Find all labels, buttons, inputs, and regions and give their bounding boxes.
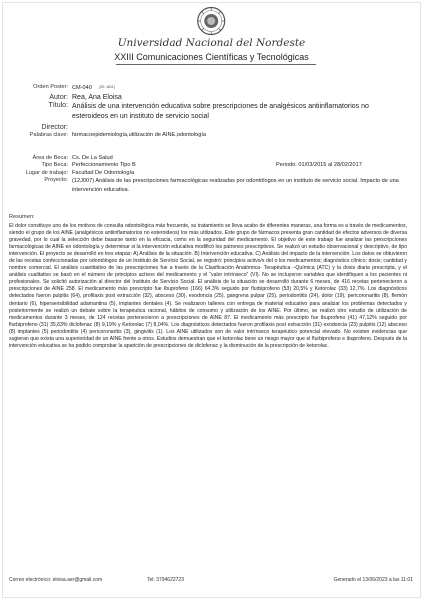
orden-poster-label: Orden Poster:: [33, 84, 68, 90]
palabras-clave-value: farmacoepidemiología,utilización de AINE,odontología: [72, 132, 207, 139]
title-underline: [116, 64, 316, 65]
autor-label: Autor:: [49, 93, 68, 101]
proyecto-value: (12J007) Análisis de las prescripciones farmacológicas realizadas por odontólogos en un instituto de servicio social. Impacto de una intervención educativa.: [72, 178, 399, 193]
row-palabras-clave: [0, 132, 423, 139]
row-orden-poster: [0, 84, 423, 93]
footer-phone: [147, 577, 184, 583]
periodo: [276, 162, 362, 169]
periodo-value: 01/03/2015 al 28/02/2017: [298, 162, 362, 169]
metadata-block: [0, 84, 423, 140]
university-seal-icon: [196, 6, 226, 36]
tipo-beca-value: Perfeccionamiento Tipo B: [72, 162, 136, 169]
row-area-beca: [0, 155, 423, 162]
row-autor: [0, 94, 423, 101]
phone-label: Tel:: [147, 577, 155, 583]
row-titulo: [0, 102, 423, 122]
orden-poster-value: CM-040: [72, 85, 92, 92]
row-proyecto: [0, 177, 423, 194]
autor-value: Rea, Ana Eloisa: [72, 93, 122, 101]
generated-timestamp: Generado el 13/06/2023 a las 11:01: [333, 577, 413, 583]
summary-text: El dolor constituye uno de los motivos de consulta odontológica más frecuente, su tratamiento se lleva acabo de diferentes maneras, una forma es a través de medicamentos, siendo el grupo de los AINE (analgésicos antiinflamatorios no esteroideos) los más utilizados. Este grupo de fármacos presenta gran cantidad de efectos adversos de diversa gravedad, por lo cual la selección debe basarse tanto en la eficacia, como en la seguridad del medicamento. El objetivo de este trabajo fue analizar las prescripciones farmacológicas de AINE en odontología y determinar si la intervención educativa modificó los patrones prescriptivos. Se realizó un estudio observacional y descriptivo, de tipo intervención. El proyecto se desarrolló en tres etapas: A) Análisis de la situación. B) Intervención educativa. C) Análisis del impacto de la intervención. Los datos se obtuvieron de las recetas confeccionadas por odontólogos de un Instituto de Servicio Social, se registró: principios activo/s del o los medicamentos; diagnóstico clínico; dosis; cantidad y nombre comercial. El análisis cuantitativo de las prescripciones fue a través de la Clasificación Anatómica- Terapéutica –Química (ATC) y la dosis diaria prescripta, y el análisis cualitativo se basó en el número de principios activos del medicamento y el “valor intrínseco” (VI). No se incluyeron variables que identifiquen a los pacientes ni profesionales. Se solicitó autorización al director del Instituto de Servicio Social. El análisis de la situación se desarrolló durante 6 meses, de 416 recetas pertenecieron a prescripciones de AINE 258. El medicamento más prescripto fue Ibuprofeno (166) 64,3% seguido por flurbiprofeno (53) 20,5% y Ketorolac (33) 12,7%. Los diagnósticos detectados fueron pulpitis (64), profilaxis post extracción (32), absceso (30), exodoncia (25), gangrena pulpar (25), periodontitis (24), dolor (19), pericoronaritis (8), flemón dentario (6), hipersensibilidad adamantina (5), implantes dentales (4). Se realizaron talleres con entrega de material educativo para analizar los problemas detectados y posteriormente se realizó un debate sobre la terapéutica racional, hábitos de consumo y utilización de los AINE. Por último, se realizó otro estudio de utilización de medicamentos durante 3 meses, de 124 recetas pertenecieron a prescripciones de AINE 87. El medicamento más prescripto fue Ibuprofeno (41) 47,12% seguido por flurbiprofeno (31) 35,63% diclofenac (8) 9,19% y Ketorolac (7) 8,04%. Los diagnósticos detectados fueron profilaxis post extracción (31) exodoncia (23) pulpitis (12) absceso (8) implantes (5) periodontitis (4) pericoronaritis (3), gingivitis (1). Los AINE utilizados son de valor intrínseco terapéutico potencial elevado. No existen evidencias que sugieran que exista una superioridad de un AINE frente a otros. Estudios demuestran que el ketorolac tiene un riesgo mayor que el flurbiprofeno e ibuprofeno. Después de la intervención educativa se ha podido comprobar la aparición de prescripciones de diclofenac y la disminución de la prescripción de ketorolac.: [9, 223, 407, 349]
phone-value: 3794622723: [156, 577, 184, 583]
titulo-value: Análisis de una intervención educativa sobre prescripciones de analgésicos antiinflamatorios no esteroideos en un instituto de servicio social: [72, 103, 369, 120]
header-logo: [118, 6, 306, 49]
summary-heading: Resumen:: [9, 214, 35, 220]
beca-block: [0, 155, 423, 194]
area-beca-value: Cs. De La Salud: [72, 155, 113, 161]
row-director: [0, 124, 423, 131]
director-label: Director:: [41, 124, 68, 131]
lugar-trabajo-value: Facultad De Odontología: [72, 169, 135, 176]
titulo-label: Título:: [48, 102, 68, 109]
row-lugar-trabajo: [0, 170, 423, 177]
palabras-clave-label: Palabras clave:: [29, 132, 68, 139]
lugar-trabajo-label: Lugar de trabajo:: [25, 169, 68, 176]
proyecto-label: Proyecto:: [44, 177, 68, 184]
area-beca-label: Área de Beca:: [32, 155, 68, 161]
orden-id: [ID: 1811]: [99, 85, 115, 89]
event-title: XXIII Comunicaciones Científicas y Tecnológicas: [114, 52, 309, 62]
email-value: eloisa.aer@gmail.com: [52, 577, 103, 583]
institution-name: Universidad Nacional del Nordeste: [117, 37, 306, 49]
footer-email: [9, 577, 102, 583]
row-tipo-beca: [0, 162, 423, 169]
tipo-beca-label: Tipo Beca:: [41, 162, 68, 169]
email-label: Correo electrónico:: [9, 577, 52, 583]
director-value: [72, 124, 423, 131]
page-footer: [9, 577, 413, 583]
periodo-label: Periodo:: [276, 162, 297, 169]
